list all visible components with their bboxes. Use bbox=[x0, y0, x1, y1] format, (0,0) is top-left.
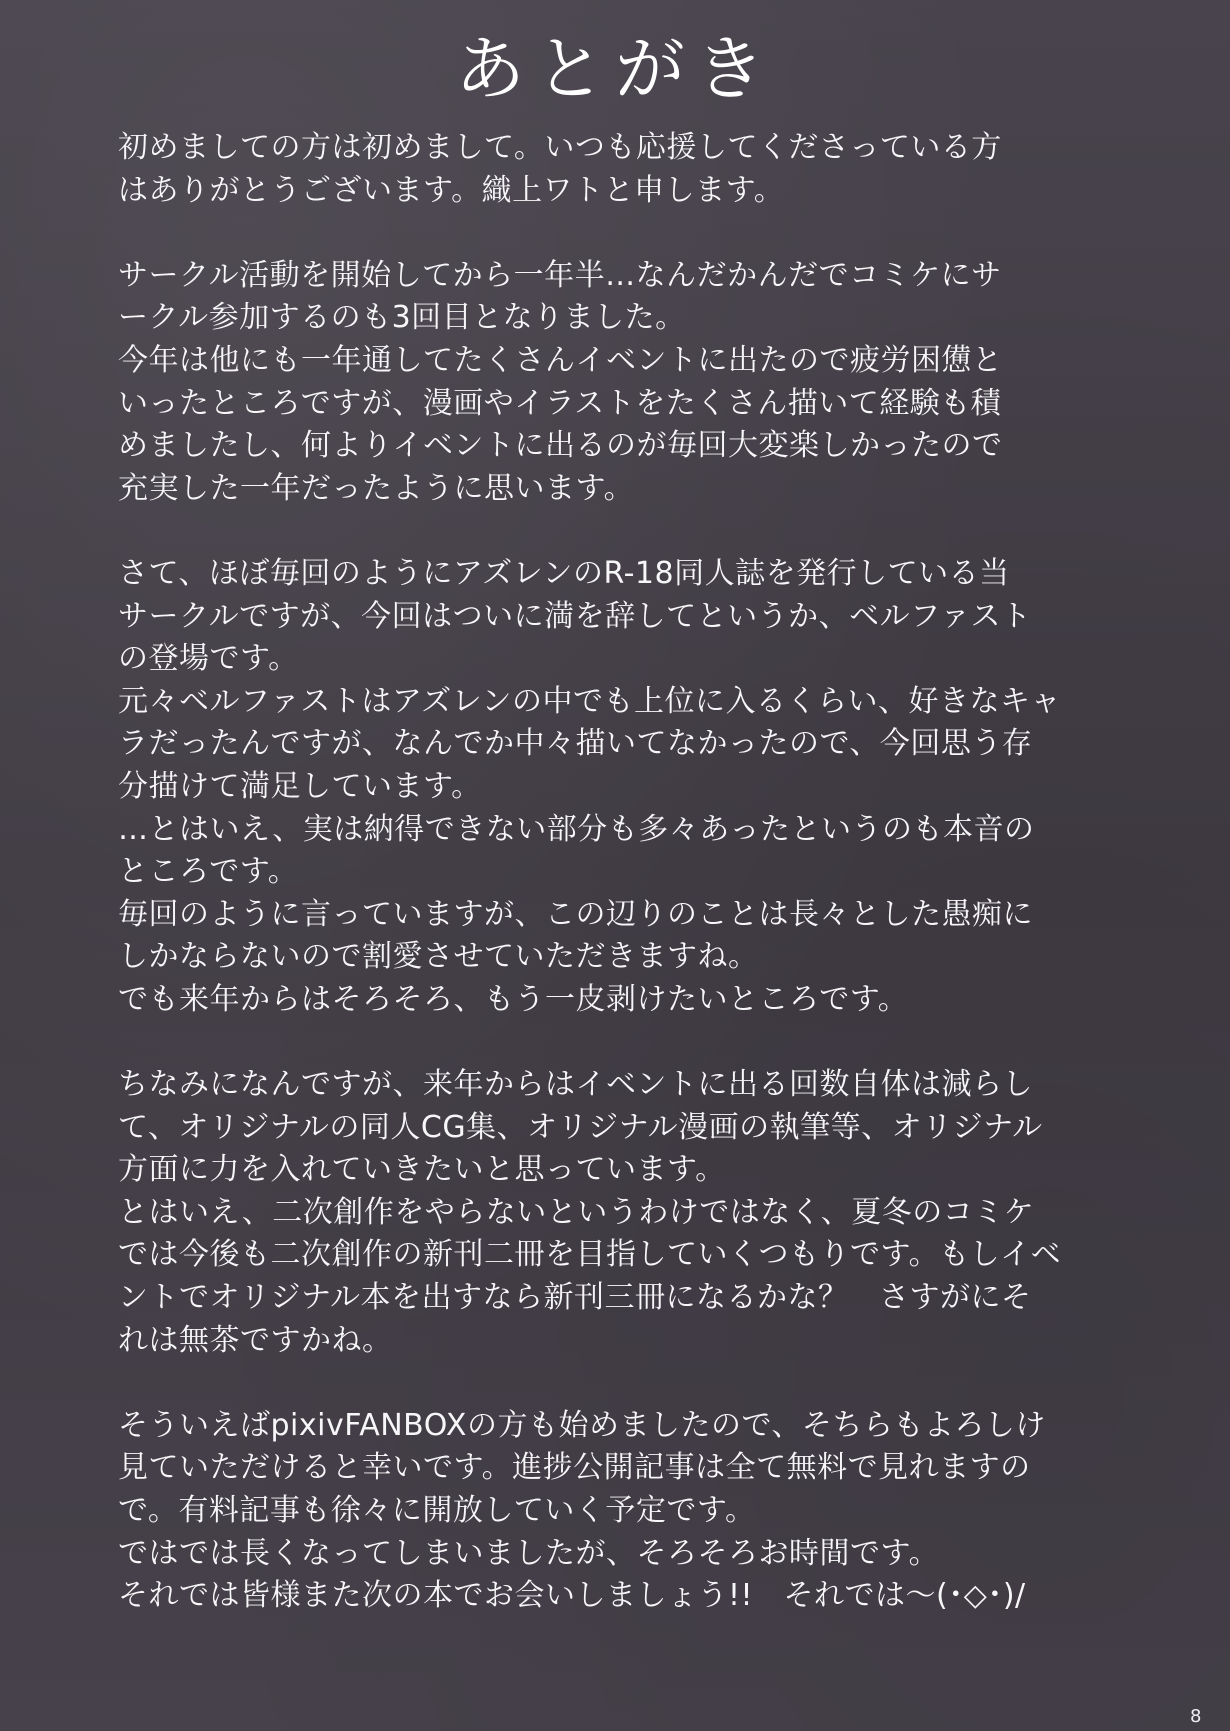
text-line: はありがとうございます。織上ワトと申します。 bbox=[118, 172, 785, 208]
text-line: …とはいえ、実は納得できない部分も多々あったというのも本音の bbox=[118, 811, 1035, 847]
text-line: ラだったんですが、なんでか中々描いてなかったので、今回思う存 bbox=[118, 726, 1033, 762]
text-line: ちなみになんですが、来年からはイベントに出る回数自体は減らし bbox=[118, 1067, 1033, 1103]
text-line: 分描けて満足しています。 bbox=[118, 768, 482, 804]
text-line: ントでオリジナル本を出すなら新刊三冊になるかな？ さすがにそ bbox=[118, 1280, 1032, 1316]
text-line: ところです。 bbox=[118, 854, 299, 890]
text-line: て、オリジナルの同人CG集、オリジナル漫画の執筆等、オリジナル bbox=[118, 1109, 1043, 1145]
page-title: あとがき bbox=[455, 28, 775, 110]
paragraph-4 bbox=[118, 1064, 1178, 1362]
text-line: サークルですが、今回はついに満を辞してというか、ベルファスト bbox=[118, 598, 1032, 634]
text-line: ではでは長くなってしまいましたが、そろそろお時間です。 bbox=[118, 1535, 940, 1571]
text-line: 見ていただけると幸いです。進捗公開記事は全て無料で見れますの bbox=[118, 1450, 1031, 1486]
text-line: 充実した一年だったように思います。 bbox=[118, 470, 635, 506]
text-line: 今年は他にも一年通してたくさんイベントに出たので疲労困憊と bbox=[118, 342, 1003, 378]
text-line: そういえばpixivFANBOXの方も始めましたので、そちらもよろしけ bbox=[118, 1407, 1046, 1443]
paragraph-break bbox=[118, 212, 1178, 255]
paragraph-2 bbox=[118, 255, 1178, 511]
text-line: 毎回のように言っていますが、この辺りのことは長々とした愚痴に bbox=[118, 896, 1033, 932]
text-line: 方面に力を入れていきたいと思っています。 bbox=[118, 1152, 726, 1188]
paragraph-break bbox=[118, 1021, 1178, 1064]
text-line: れは無茶ですかね。 bbox=[118, 1322, 393, 1358]
paragraph-3 bbox=[118, 553, 1178, 1022]
text-line: 初めましての方は初めまして。いつも応援してくださっている方 bbox=[118, 130, 1002, 165]
text-line: サークル活動を開始してから一年半…なんだかんだでコミケにサ bbox=[118, 257, 1002, 293]
text-line: でも来年からはそろそろ、もう一皮剥けたいところです。 bbox=[118, 981, 909, 1017]
page-number: 8 bbox=[1190, 1706, 1202, 1727]
paragraph-break bbox=[118, 510, 1178, 553]
text-line: では今後も二次創作の新刊二冊を目指していくつもりです。もしイベ bbox=[118, 1237, 1062, 1273]
text-line: 元々ベルファストはアズレンの中でも上位に入るくらい、好きなキャ bbox=[118, 683, 1061, 719]
paragraph-break bbox=[118, 1362, 1178, 1405]
paragraph-5 bbox=[118, 1405, 1178, 1618]
text-line: さて、ほぼ毎回のようにアズレンのR-18同人誌を発行している当 bbox=[118, 555, 1010, 591]
text-line: しかならないので割愛させていただきますね。 bbox=[118, 939, 759, 975]
afterword-body bbox=[118, 127, 1178, 1618]
text-line: の登場です。 bbox=[118, 641, 299, 677]
text-line: いったところですが、漫画やイラストをたくさん描いて経験も積 bbox=[118, 385, 1002, 421]
text-line: めましたし、何よりイベントに出るのが毎回大変楽しかったので bbox=[118, 428, 1003, 464]
text-line: とはいえ、二次創作をやらないというわけではなく、夏冬のコミケ bbox=[118, 1194, 1035, 1230]
text-line: で。有料記事も徐々に開放していく予定です。 bbox=[118, 1493, 756, 1528]
text-line: それでは皆様また次の本でお会いしましょう!! それでは〜(･◇･)/ bbox=[118, 1578, 1026, 1614]
paragraph-1 bbox=[118, 127, 1178, 212]
text-line: ークル参加するのも3回目となりました。 bbox=[118, 300, 686, 336]
